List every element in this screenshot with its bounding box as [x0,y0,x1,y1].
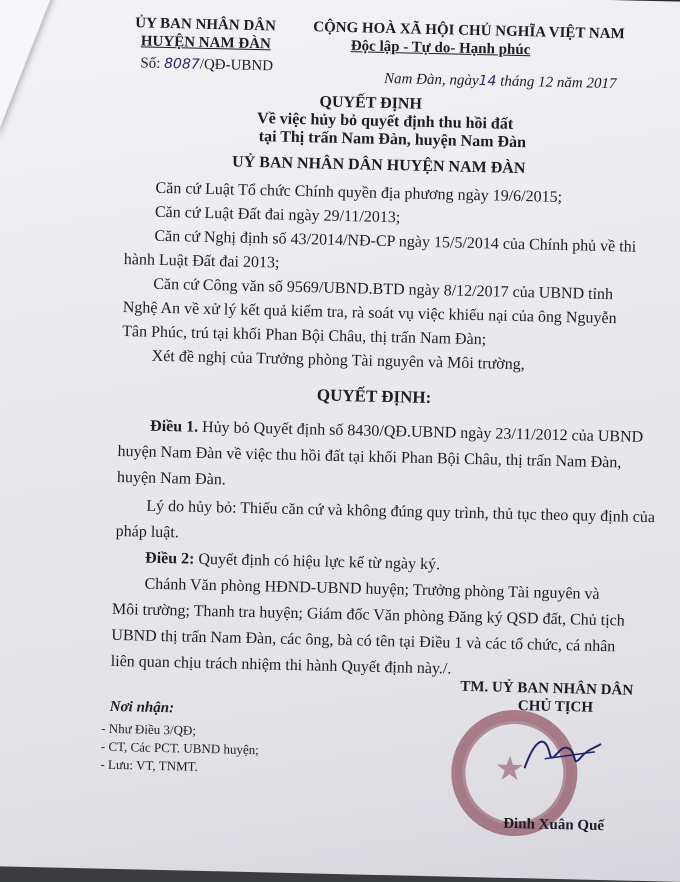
org-district: HUYỆN NAM ĐÀN [140,33,272,53]
decision-heading: QUYẾT ĐỊNH: [316,385,432,408]
article-1-line [150,418,643,447]
document-subject-1: Về việc hủy bỏ quyết định thu hồi đất [256,110,514,133]
basis-line: Căn cứ Luật Tổ chức Chính quyền địa phương ngày 19/6/2015; [155,179,563,206]
article-1-line: huyện Nam Đàn. [116,468,226,489]
article-2-line [145,550,440,575]
date-day: 14 [478,73,497,90]
article-2-line: Chánh Văn phòng HĐND-UBND huyện; Trưởng phòng Tài nguyên và [144,575,600,603]
nation-motto: Độc lập - Tự do- Hạnh phúc [350,38,531,59]
basis-line: Nghệ An về xử lý kết quả kiểm tra, rà soát vụ việc khiếu nại của ông Nguyễn [122,299,617,328]
article-2-line: Môi trường; Thanh tra huyện; Giám đốc Văn phòng Đăng ký QSD đất, Chủ tịch [111,600,625,630]
basis-line: Căn cứ Luật Đất đai ngày 29/11/2013; [154,203,401,227]
signature-role: TM. UỶ BAN NHÂN DÂN [460,678,634,699]
org-name: ỦY BAN NHÂN DÂN [135,15,277,35]
date-prefix: Nam Đàn, ngày [383,70,479,90]
basis-line: Căn cứ Công văn số 9569/UBND.BTD ngày 8/12/2017 của UBND tỉnh [153,275,614,304]
basis-line: Căn cứ Nghị định số 43/2014/NĐ-CP ngày 15/5/2014 của Chính phủ về thi [154,227,637,256]
recipient-item: - Lưu: VT, TNMT. [100,756,199,774]
article-2-line: UBND thị trấn Nam Đàn, các ông, bà có tên tại Điều 1 và các tổ chức, cá nhân [111,626,616,656]
decision-number [140,55,273,75]
number-suffix: /QĐ-UBND [199,56,274,75]
article-1-text: Hủy bỏ Quyết định số 8430/QĐ.UBND ngày 23/11/2012 của UBND [201,418,644,446]
document-title: QUYẾT ĐỊNH [319,93,423,113]
basis-line: Xét đề nghị của Trưởng phòng Tài nguyên và Môi trường, [151,347,525,374]
article-1-reason: Lý do hủy bỏ: Thiếu căn cứ và không đúng quy trình, thủ tục theo quy định của [146,497,656,527]
basis-line: Tân Phúc, trú tại khối Phan Bội Châu, thị trấn Nam Đàn; [122,323,487,349]
article-1-line: huyện Nam Đàn về việc thu hồi đất tại khối Phan Bội Châu, thị trấn Nam Đàn, [117,442,622,472]
stamp-star-icon: ★ [494,750,526,789]
basis-line: hành Luật Đất đai 2013; [123,251,280,272]
number-value: 8087 [163,55,200,73]
handwritten-signature [514,728,605,780]
article-1-reason: pháp luật. [115,522,180,542]
nation-title: CỘNG HOÀ XÃ HỘI CHỦ NGHĨA VIỆT NAM [313,19,625,43]
signer-name: Đinh Xuân Quế [503,815,605,835]
article-2-label: Điều 2: [144,549,195,568]
document-subject-2: tại Thị trấn Nam Đàn, huyện Nam Đàn [258,128,527,152]
signature-title: CHỦ TỊCH [517,698,594,716]
issuing-authority: UỶ BAN NHÂN DÂN HUYỆN NAM ĐÀN [231,153,526,178]
article-1-label: Điều 1. [149,417,199,436]
recipient-item: - Như Điều 3/QĐ; [101,720,197,738]
article-2-line: liên quan chịu trách nhiệm thi hành Quyết định này./. [110,652,452,678]
number-prefix: Số: [140,55,161,72]
recipients-title: Nơi nhận: [109,698,175,717]
article-2-text: Quyết định có hiệu lực kể từ ngày ký. [198,550,441,574]
folded-corner [0,0,55,137]
recipient-item: - CT, Các PCT. UBND huyện; [100,738,260,758]
issue-date [384,71,617,93]
date-suffix: tháng 12 năm 2017 [500,73,617,93]
